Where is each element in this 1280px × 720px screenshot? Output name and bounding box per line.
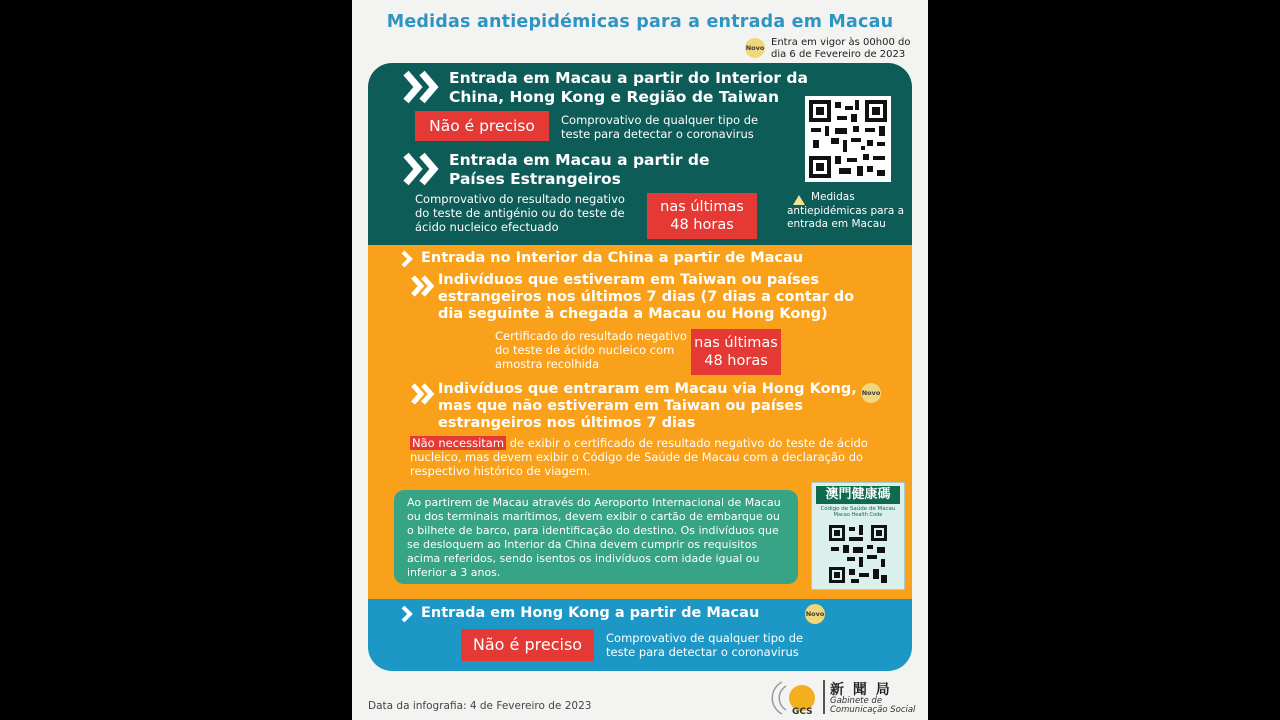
double-chevron-icon [410,382,436,406]
infographic [352,0,928,720]
test-proof-text: Comprovativo de qualquer tipo de teste para detectar o coronavirus [561,113,759,141]
gcs-mark-icon [770,678,822,718]
info-card [368,63,912,671]
departure-note-box [394,490,798,584]
page-title: Medidas antiepidémicas para a entrada em Macau [386,12,894,32]
novo-badge: Novo [861,383,881,403]
logo-line1: Gabinete de [830,696,883,706]
qr-pattern [805,96,891,182]
test-proof-text: Comprovativo de qualquer tipo de teste para detectar o coronavirus [606,631,804,659]
logo-chinese: 新 聞 局 [830,682,892,698]
chevron-right-icon [400,605,414,623]
qr-caption: Medidas antiepidémicas para a entrada em Macau [787,191,905,230]
health-code-title: 澳門健康碼 [816,486,900,504]
certificate-text: Certificado do resultado negativo do teste de ácido nucleico com amostra recolhida [495,329,687,371]
double-chevron-icon [402,151,440,187]
subheading-taiwan-foreign: Indivíduos que estiveram em Taiwan ou países estrangeiros nos últimos 7 dias (7 dias a contar do dia seguinte à chegada a Macau ou Hong Kong) [438,272,855,322]
negative-test-text: Comprovativo do resultado negativo do teste de antigénio ou do teste de ácido nucleico efectuado [415,192,625,234]
chevron-right-icon [400,250,414,268]
subheading-via-hong-kong: Indivíduos que entraram em Macau via Hong Kong, mas que não estiveram em Taiwan ou países estrangeiros nos últimos 7 dias [438,381,857,431]
logo-line2: Comunicação Social [830,705,916,715]
section-entry-mainland [368,245,912,599]
double-chevron-icon [410,274,436,298]
section-entry-hong-kong [368,599,912,671]
not-required-badge: Não é preciso [461,629,594,661]
infographic-date: Data da infografia: 4 de Fevereiro de 2023 [368,700,592,712]
effective-date: Entra em vigor às 00h00 do dia 6 de Fevereiro de 2023 [771,37,911,60]
heading-to-mainland: Entrada no Interior da China a partir de Macau [421,250,804,266]
not-required-badge: Não é preciso [415,111,549,141]
double-chevron-icon [402,69,440,105]
section-entry-macau [368,63,912,245]
heading-from-china-hk-taiwan: Entrada em Macau a partir do Interior da China, Hong Kong e Região de Taiwan [449,69,808,106]
within-48h-badge: nas últimas 48 horas [647,193,757,239]
novo-badge: Novo [745,38,765,58]
macau-health-code-card[interactable]: 澳門健康碼 Código de Saúde de Macau Macao Health Code [811,482,905,590]
novo-badge: Novo [805,604,825,624]
heading-from-foreign-countries: Entrada em Macau a partir de Países Estrangeiros [449,151,710,188]
highlight-not-required: Não necessitam [412,436,505,450]
health-qr-icon [827,523,889,585]
gcs-mark-text: GCS [792,707,813,717]
departure-note: Ao partirem de Macau através do Aeroporto Internacional de Macau ou dos terminais marítimos, devem exibir o cartão de embarque ou o bilhete de barco, para identificação do destino. Os indivíduos que se desloquem ao Interior da China devem cumprir os requisitos acima referidos, sendo isentos os indivíduos com idade igual ou inferior a 3 anos. [407,496,781,579]
within-48h-badge: nas últimas 48 horas [691,329,781,375]
exemption-text: Não necessitam de exibir o certificado de resultado negativo do teste de ácido nucleico, mas devem exibir o Código de Saúde de Macau com a declaração do respectivo histórico de viagem. [410,436,868,478]
heading-to-hong-kong: Entrada em Hong Kong a partir de Macau [421,605,760,621]
gcs-logo [770,678,928,718]
qr-code[interactable] [805,96,891,182]
